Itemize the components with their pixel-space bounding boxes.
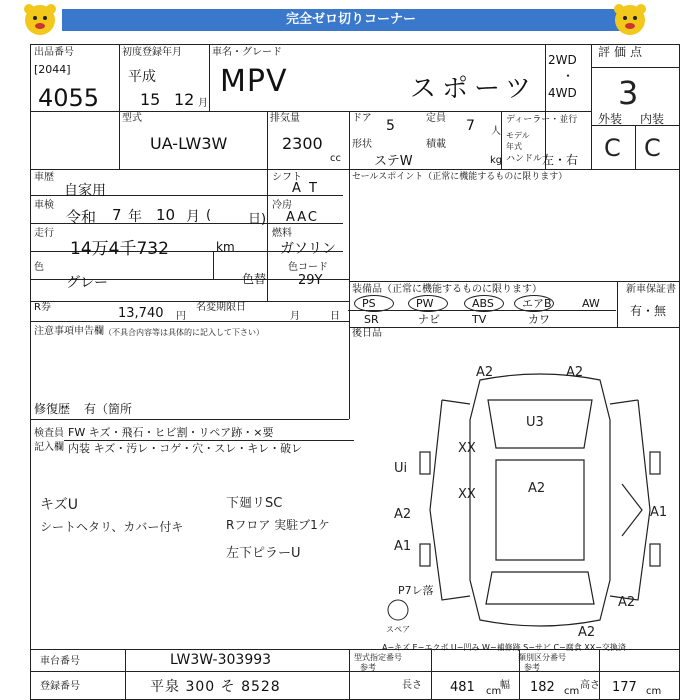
ext-score: C — [604, 134, 621, 162]
inspection-year-unit: 年 — [128, 209, 142, 225]
handle-value: 左・右 — [542, 153, 579, 167]
equipment-label: 装備品（正常に機能するものに限ります） — [352, 284, 542, 295]
recycle-unit: 円 — [176, 311, 186, 322]
inspection-year: 7 — [112, 206, 122, 224]
width-unit: cm — [564, 686, 580, 697]
buyer-notes-label: 後日品 — [352, 328, 382, 339]
inspector-label-1: 検査員 — [34, 428, 64, 439]
shift-value: A T — [292, 181, 319, 196]
note-right-3: 左下ピラーU — [226, 546, 301, 561]
expiry-label: 名変期限日 — [196, 302, 246, 313]
score-label: 評価点 — [598, 45, 647, 59]
drive-sep: ・ — [562, 69, 575, 83]
equipment-item: ナビ — [418, 313, 440, 326]
class-number-label: 類別区分番号 — [518, 653, 566, 662]
score-value: 3 — [618, 74, 639, 112]
mark-xx-1: XX — [458, 441, 476, 456]
warranty-value: 有・無 — [630, 304, 667, 318]
recycle-label: R券 — [34, 302, 51, 313]
equipment-item: ABS — [472, 297, 494, 310]
equipment-circle — [408, 295, 448, 312]
mark-a2-top-right: A2 — [566, 365, 584, 380]
shift-label: シフト — [272, 172, 302, 183]
car-name: MPV — [220, 64, 288, 99]
displacement-label: 排気量 — [270, 113, 300, 124]
doors-value: 5 — [386, 118, 395, 134]
note-left-2: シートヘタリ、カバー付キ — [40, 520, 184, 534]
equipment-item: PS — [362, 297, 376, 310]
inspection-month: 10 — [156, 206, 176, 224]
first-reg-era: 平成 — [128, 69, 156, 85]
recycle-value: 13,740 — [118, 306, 164, 321]
notes-label: 注意事項申告欄 — [34, 326, 104, 337]
inspector-row-1: FW キズ・飛石・ヒビ割・リペア跡・×要 — [68, 426, 274, 439]
mark-a1-left: A1 — [394, 539, 412, 554]
equipment-item: PW — [416, 297, 434, 310]
mascot-icon — [22, 2, 58, 38]
handle-label: ハンドル — [506, 154, 543, 164]
width-value: 182 — [530, 680, 555, 695]
mileage-value: 14万4千732 — [70, 239, 169, 259]
car-damage-diagram — [380, 360, 680, 650]
inspection-day: ( — [206, 208, 212, 223]
displacement-value: 2300 — [282, 134, 323, 153]
first-reg-year: 15 — [140, 90, 161, 109]
note-left-1: キズU — [40, 497, 78, 513]
mark-a2-bottom: A2 — [578, 625, 596, 640]
mileage-label: 走行 — [34, 228, 54, 239]
equipment-item: AW — [582, 297, 600, 310]
mark-a2-bottom-right: A2 — [618, 595, 636, 610]
class-number-sub: 参考 — [524, 663, 540, 672]
history-label: 車歴 — [34, 172, 54, 183]
inspection-day-unit: 日) — [248, 212, 267, 227]
legend-text: A−キズ E−エクボ U−凹み W−補修跡 S−サビ C−腐食 XX−交換済 — [382, 643, 626, 652]
repair-label: 修復歴 — [34, 402, 71, 416]
length-value: 481 — [450, 680, 475, 695]
first-reg-unit: 月 — [198, 98, 208, 109]
lot-code: [2044] — [34, 63, 71, 76]
shape-label: 形状 — [352, 139, 372, 150]
drive-2wd: 2WD — [548, 53, 577, 67]
ext-label: 外装 — [598, 112, 623, 126]
inspector-label-2: 記入欄 — [34, 442, 64, 453]
inspection-month-unit: 月 — [186, 209, 200, 225]
mark-a2-center: A2 — [528, 481, 546, 496]
equipment-circle — [514, 295, 554, 312]
int-score: C — [644, 134, 661, 162]
color-label: 色 — [34, 262, 44, 273]
fuel-label: 燃料 — [272, 228, 292, 239]
width-label: 幅 — [500, 680, 510, 691]
model-value: UA-LW3W — [150, 134, 228, 153]
capacity-value: 7 — [466, 118, 475, 134]
mark-p-label: P7レ落 — [398, 584, 434, 597]
equipment-item: SR — [364, 313, 379, 326]
height-unit: cm — [646, 686, 662, 697]
length-label: 長さ — [402, 680, 422, 691]
note-right-2: Rフロア 実駐ブ1ケ — [226, 518, 330, 532]
int-label: 内装 — [640, 112, 665, 126]
capacity-unit: 人 — [491, 126, 501, 137]
mark-xx-2: XX — [458, 487, 476, 502]
sales-label: セールスポイント（正常に機能するものに限ります） — [352, 172, 568, 182]
mark-u3: U3 — [526, 415, 544, 430]
equipment-item: エアB — [522, 297, 552, 310]
color-value: グレー — [66, 275, 108, 291]
color-code-label: 色コード — [288, 262, 328, 273]
mark-ui: Ui — [394, 461, 408, 476]
load-label: 積載 — [426, 139, 446, 150]
drive-4wd: 4WD — [548, 86, 577, 100]
history-value: 自家用 — [64, 183, 106, 199]
color-code: 29Y — [298, 273, 323, 288]
model-number-label: 型式指定番号 — [354, 653, 402, 662]
equipment-circle — [464, 295, 504, 312]
height-value: 177 — [612, 680, 637, 695]
lot-label: 出品番号 — [34, 47, 74, 58]
lot-number: 4055 — [38, 84, 100, 112]
notes-sub: （不具合内容等は具体的に記入して下さい） — [104, 328, 264, 337]
doors-label: ドア — [352, 113, 372, 124]
shape-value: ステW — [374, 154, 413, 169]
inspection-label: 車検 — [34, 200, 54, 211]
chassis-value: LW3W-303993 — [170, 652, 272, 668]
expiry-day: 日 — [330, 311, 340, 322]
first-reg-month: 12 — [174, 90, 195, 109]
mark-a1-right: A1 — [650, 505, 668, 520]
capacity-label: 定員 — [426, 113, 446, 124]
aircon-value: AAC — [286, 210, 319, 225]
length-unit: cm — [486, 686, 502, 697]
dealer-label: ディーラー・並行 — [506, 115, 578, 125]
model-year-label: モデル 年式 — [506, 131, 530, 151]
header-banner — [0, 0, 700, 40]
load-unit: kg — [490, 155, 503, 166]
warranty-label: 新車保証書 — [626, 284, 676, 295]
expiry-month: 月 — [290, 311, 300, 322]
mark-spare: スペア — [386, 625, 410, 634]
equipment-item: TV — [472, 313, 487, 326]
equipment-item: カワ — [528, 313, 550, 326]
car-label: 車名・グレード — [212, 47, 282, 58]
repair-value: 有（箇所 — [84, 402, 133, 416]
displacement-unit: cc — [330, 153, 341, 164]
car-grade: スポーツ — [410, 74, 537, 104]
banner-title: 完全ゼロ切りコーナー — [62, 9, 640, 31]
model-label: 型式 — [122, 113, 142, 124]
mark-a2-left: A2 — [394, 507, 412, 522]
mileage-unit: km — [216, 240, 235, 254]
color-change-label: 色替 — [242, 272, 267, 286]
height-label: 高さ — [580, 680, 600, 691]
chassis-label: 車台番号 — [40, 656, 80, 667]
model-number-sub: 参考 — [360, 663, 376, 672]
mascot-icon — [612, 2, 648, 38]
first-reg-label: 初度登録年月 — [122, 47, 182, 58]
fuel-value: ガソリン — [280, 241, 336, 257]
aircon-label: 冷房 — [272, 200, 292, 211]
inspection-era: 令和 — [66, 208, 97, 226]
note-right-1: 下廻リSC — [226, 496, 283, 511]
equipment-circle — [354, 295, 394, 312]
inspector-row-2: 内装 キズ・汚レ・コゲ・穴・スレ・キレ・破レ — [68, 442, 303, 455]
registration-value: 平泉 300 そ 8528 — [150, 679, 281, 695]
registration-label: 登録番号 — [40, 681, 80, 692]
mark-a2-top-left: A2 — [476, 365, 494, 380]
